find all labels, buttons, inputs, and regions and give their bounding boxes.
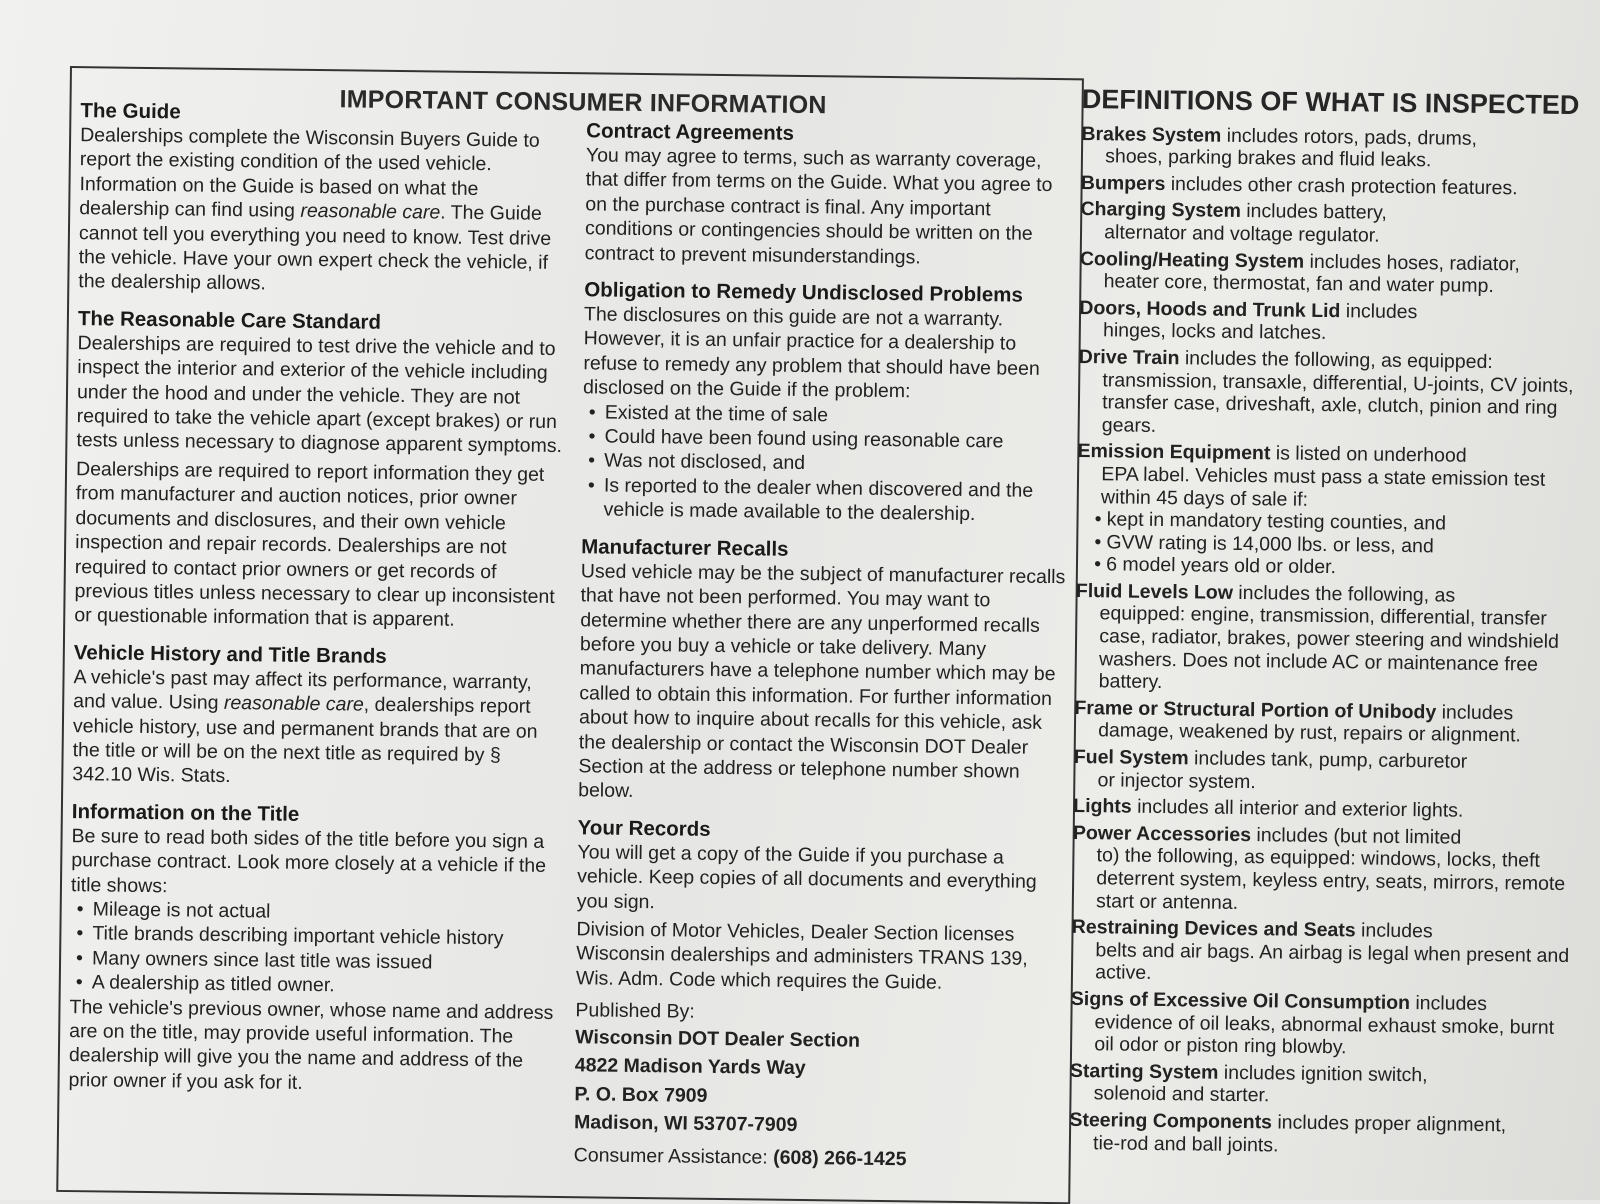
list-item: • A dealership as titled owner. [70,970,560,1000]
left-column [68,98,570,1110]
section-guide [78,98,570,300]
section-obligation [581,277,1069,528]
definition-item: Brakes System includes rotors, pads, drums, shoes, parking brakes and fluid leaks. [1081,122,1478,172]
definitions-title: DEFINITIONS OF WHAT IS INSPECTED [1081,84,1580,121]
middle-column [573,118,1071,1185]
published-by-label: Published By: [575,999,695,1023]
list-item: • kept in mandatory testing counties, and [1077,508,1577,537]
definition-item: Restraining Devices and Seats includes belts and air bags. An airbag is legal when present and active. [1071,916,1570,985]
definition-item: Lights includes all interior and exterior lights. [1073,795,1464,822]
section-title-info [68,799,562,1098]
emission-bullet-list [1076,508,1577,582]
definition-item: Signs of Excessive Oil Consumption includes evidence of oil leaks, abnormal exhaust smoke, burnt oil odor or piston ring blowby. [1070,987,1555,1059]
list-item: • Existed at the time of sale [583,400,1068,430]
publisher-street: 4822 Madison Yards Way [574,1054,806,1080]
section-heading: Vehicle History and Title Brands [73,640,387,668]
section-heading: Manufacturer Recalls [581,534,789,561]
section-heading: Information on the Title [71,799,300,826]
section-heading: Your Records [577,816,711,841]
definition-item: Charging System includes battery, alternator and voltage regulator. [1080,198,1387,247]
section-text: Division of Motor Vehicles, Dealer Section licenses Wisconsin dealerships and administers TRANS 139, Wis. Adm. Code which requires the Guide. [575,918,1028,994]
section-text: You may agree to terms, such as warranty coverage, that differ from terms on the Guide. What you agree to on the purchase contract is final. Any important conditions or contingencies should be written on the contract to prevent misunderstandings. [584,144,1053,269]
assistance-phone: (608) 266-1425 [773,1146,907,1170]
definition-item: Steering Components includes proper alignment, tie-rod and ball joints. [1069,1108,1507,1157]
list-item: • Mileage is not actual [71,897,561,927]
list-item: • Was not disclosed, and [582,449,1067,479]
section-heading: The Reasonable Care Standard [77,306,382,334]
section-text: Used vehicle may be the subject of manufacturer recalls that have not been performed. You may want to determine whether there are any unperformed recalls before you buy a vehicle or take delivery. Many manufacturers have a telephone number which may be called to obtain this information. For further information about how to inquire about recalls for this vehicle, ask the dealership or contact the Wisconsin DOT Dealer Section at the address or telephone number shown below. [578,559,1066,803]
section-heading: The Guide [80,99,181,124]
definitions-column [1069,84,1582,1164]
obligation-bullet-list [581,400,1067,528]
section-contract [585,118,1072,271]
definition-item: Fluid Levels Low includes the following, as equipped: engine, transmission, differential, transfer case, radiator, brakes, power steering and windshield washers. Does not include AC or maintenance free battery. [1075,579,1559,694]
section-text: Dealerships are required to report information they get from manufacturer and auction notices, prior owner documents and disclosures, and their own vehicle inspection and repair records. Dealerships are not required to contact prior owners or get records of previous titles unless necessary to clear up inconsistent or questionable information that is apparent. [74,457,555,632]
title-bullet-list [70,897,561,1001]
list-item: • Many owners since last title was issued [70,946,560,976]
definition-item: Bumpers includes other crash protection features. [1080,171,1518,200]
section-heading: Contract Agreements [586,119,795,145]
section-recalls [578,534,1066,809]
definition-item: Cooling/Heating System includes hoses, radiator, heater core, thermostat, fan and water pump. [1079,247,1521,298]
section-text: You will get a copy of the Guide if you purchase a vehicle. Keep copies of all documents and everything you sign. [576,841,1037,913]
section-text: The vehicle's previous owner, whose name and address are on the title, may provide useful information. The dealership will give you the name and address of the prior owner if you ask for it. [68,995,554,1094]
definition-item: Starting System includes ignition switch, solenoid and starter. [1069,1059,1428,1107]
publisher-org: Wisconsin DOT Dealer Section [575,1025,861,1052]
definition-item: Fuel System includes tank, pump, carburetor or injector system. [1073,745,1468,793]
definition-item: Frame or Structural Portion of Unibody includes damage, weakened by rust, repairs or alignment. [1074,696,1521,747]
definition-item: Power Accessories includes (but not limited to) the following, as equipped: windows, locks, theft deterrent system, keyless entry, seats, mirrors, remote start or antenna. [1072,821,1566,914]
section-reasonable-care [74,306,568,634]
section-text: Be sure to read both sides of the title before you sign a purchase contract. Look more closely at a vehicle if the title shows: [70,824,547,897]
section-vehicle-history [72,640,564,793]
definition-item: Emission Equipment is listed on underhood EPA label. Vehicles must pass a state emission test within 45 days of sale if: • kept in mandatory testing counties, and • GVW rating is 14,000 lbs. or less, and • 6 model years old or older. [1076,440,1578,582]
section-text: The disclosures on this guide are not a warranty. However, it is an unfair practice for a dealership to refuse to remedy any problem that should have been disclosed on the Guide if the problem: [582,303,1040,403]
consumer-info-box [56,66,1084,1204]
list-item: • GVW rating is 14,000 lbs. or less, and [1076,531,1576,560]
definition-item: Doors, Hoods and Trunk Lid includes hinges, locks and latches. [1079,296,1418,345]
section-heading: Obligation to Remedy Undisclosed Problems [584,278,1023,307]
consumer-assistance: Consumer Assistance: (608) 266-1425 [573,1143,907,1170]
list-item: • 6 model years old or older. [1076,553,1576,582]
section-records [574,815,1063,1173]
list-item: • Title brands describing important vehicle history [70,921,560,951]
list-item: • Is reported to the dealer when discovered and the vehicle is made available to the dealership. [581,473,1067,528]
section-text: Dealerships are required to test drive the vehicle and to inspect the interior and exterior of the vehicle including under the hood and under the vehicle. They are not required to take the vehicle apart (except brakes) or run tests unless necessary to diagnose apparent symptoms. [76,331,563,458]
definition-item: Drive Train includes the following, as equipped: transmission, transaxle, differential, U-joints, CV joints, transfer case, driveshaft, axle, clutch, pinion and ring gears. [1078,345,1574,437]
publisher-address [574,1023,1060,1143]
box-title: IMPORTANT CONSUMER INFORMATION [339,85,827,120]
list-item: • Could have been found using reasonable care [582,424,1067,454]
section-text: A vehicle's past may affect its performance, warranty, and value. Using reasonable care, dealerships report vehicle history, use and permanent brands that are on the title or will be on the next title as required by § 342.10 Wis. Stats. [72,665,538,788]
publisher-po-box: P. O. Box 7909 [574,1082,708,1107]
section-text: Dealerships complete the Wisconsin Buyers Guide to report the existing condition of the used vehicle. Information on the Guide is based on what the dealership can find using reasonable care. The Guide cannot tell you everything you need to know. Test drive the vehicle. Have your own expert check the vehicle, if the dealership allows. [78,124,552,295]
publisher-city: Madison, WI 53707-7909 [573,1111,798,1137]
